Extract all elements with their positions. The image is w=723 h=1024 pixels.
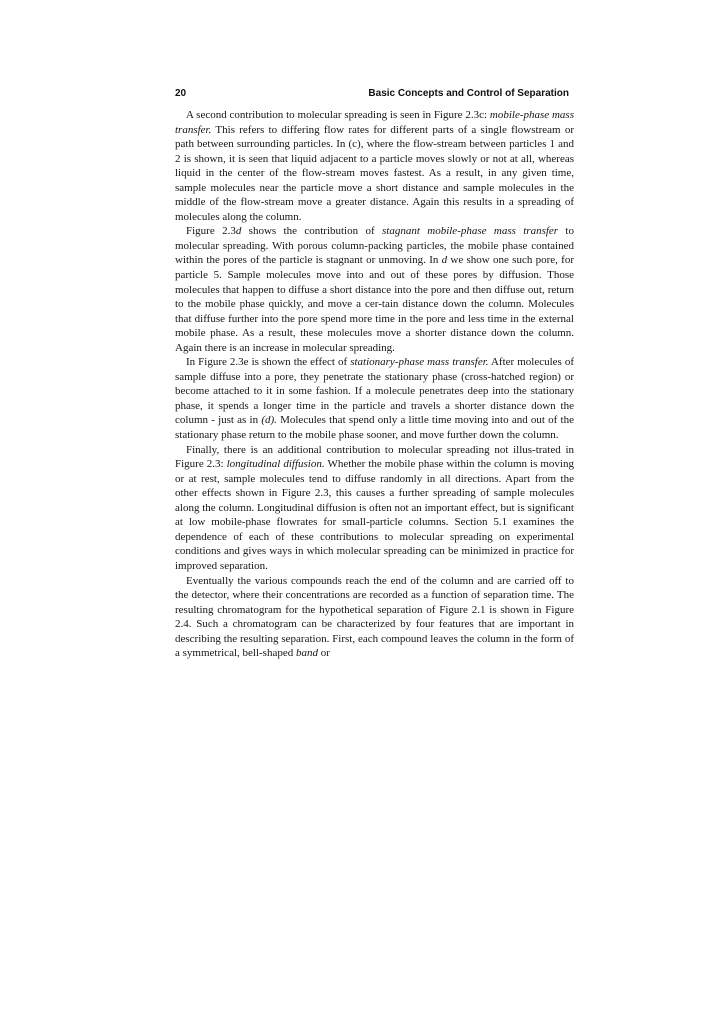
paragraph-stationary-phase-mass-transfer: In Figure 2.3e is shown the effect of stationary-phase mass transfer. After molecules of sample diffuse into a pore, they penetrate the stationary phase (cross-hatched region) or become attached to it in some fashion. If a molecule penetrates deep into the stationary phase, it spends a longer time in the particle and travels a shorter distance down the column - just as in (d). Molecules that spend only a little time moving into and out of the stationary phase return to the mobile phase sooner, and move further down the column.: [175, 356, 574, 442]
running-title: Basic Concepts and Control of Separation: [368, 88, 569, 99]
body-text: [175, 108, 574, 661]
running-header: [175, 88, 571, 102]
paragraph-chromatogram: Eventually the various compounds reach the end of the column and are carried off to the detector, where their concentrations are recorded as a function of separation time. The resulting chromatogram for the hypothetical separation of Figure 2.1 is shown in Figure 2.4. Such a chromatogram can be characterized by four features that are important in describing the resulting separation. First, each compound leaves the column in the form of a symmetrical, bell-shaped band or: [175, 574, 574, 660]
term-mobile-phase-mass-transfer: mobile-phase mass transfer.: [175, 109, 574, 136]
term-band: band: [295, 647, 318, 660]
term-stationary-phase-mass-transfer: stationary-phase mass transfer.: [350, 356, 489, 369]
paragraph-stagnant-mass-transfer: Figure 2.3d shows the contribution of stagnant mobile-phase mass transfer to molecular spreading. With porous column-packing particles, the mobile phase contained within the pores of the particle is stagnant or unmoving. In d we show one such pore, for particle 5. Sample molecules move into and out of these pores by diffusion. Those molecules that happen to diffuse a short distance into the pore and then diffuse out, return to the mobile phase quickly, and move a cer-tain distance down the column. Molecules that diffuse further into the pore spend more time in the pore and less time in the external mobile phase. As a result, these molecules move a shorter distance down the column. Again there is an increase in molecular spreading.: [175, 225, 575, 354]
page-number: 20: [175, 88, 187, 99]
paragraph-mobile-phase-mass-transfer: A second contribution to molecular spreading is seen in Figure 2.3c: mobile-phase mass transfer. This refers to differing flow rates for different parts of a single flowstream or path between surrounding particles. In (c), where the flow-stream between particles 1 and 2 is shown, it is seen that liquid adjacent to a particle moves slowly or not at all, whereas liquid in the center of the flow-stream moves fastest. As a result, in any given time, sample molecules near the particle move a short distance and sample molecules in the middle of the flow-stream move a greater distance. Again this results in a spreading of molecules along the column.: [175, 109, 574, 223]
term-longitudinal-diffusion: longitudinal diffusion.: [226, 458, 325, 471]
term-stagnant-mobile-phase-mass-transfer: stagnant mobile-phase mass transfer: [382, 225, 559, 238]
paragraph-longitudinal-diffusion: Finally, there is an additional contribution to molecular spreading not illus-trated in Figure 2.3: longitudinal diffusion. Whether the mobile phase within the column is moving or at rest, sample molecules tend to diffuse randomly in all directions. Apart from the other effects shown in Figure 2.3, this causes a further spreading of sample molecules along the column. Longitudinal diffusion is often not an important effect, but is significant at low mobile-phase flowrates for small-particle columns. Section 5.1 examines the dependence of each of these contributions to molecular spreading on experimental conditions and gives ways in which molecular spreading can be minimized in practice for improved separation.: [175, 443, 574, 572]
